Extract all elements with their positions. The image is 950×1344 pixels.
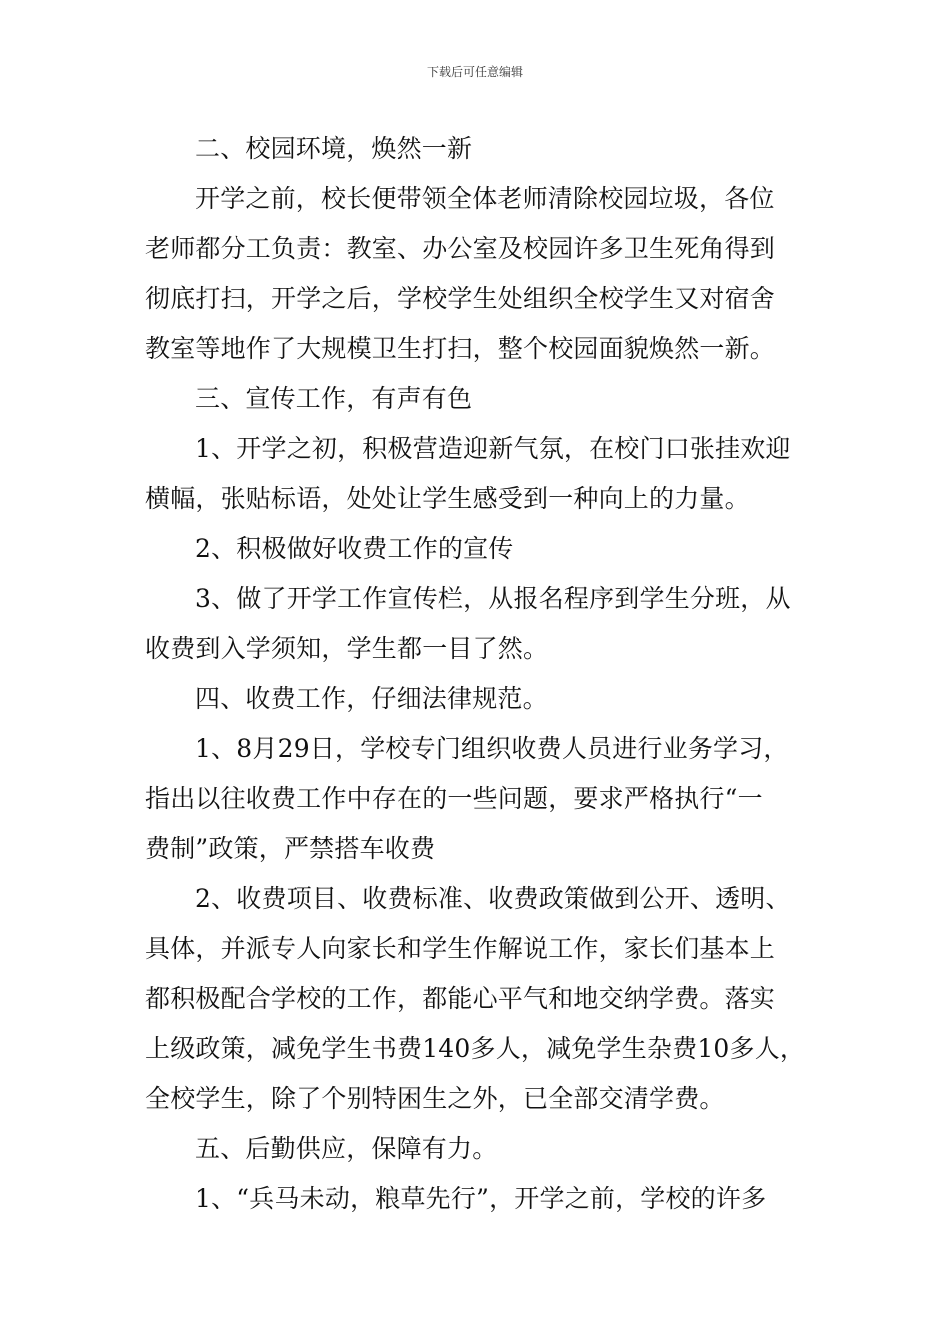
- paragraph-line: 1、开学之初，积极营造迎新气氛，在校门口张挂欢迎: [195, 434, 791, 463]
- paragraph-line: 都积极配合学校的工作，都能心平气和地交纳学费。落实: [145, 984, 776, 1013]
- paragraph-line: 3、做了开学工作宣传栏，从报名程序到学生分班，从: [195, 584, 791, 613]
- section-heading-logistics: 五、后勤供应，保障有力。: [195, 1134, 498, 1163]
- paragraph-line: 教室等地作了大规模卫生打扫，整个校园面貌焕然一新。: [145, 334, 776, 363]
- paragraph-line: 老师都分工负责：教室、办公室及校园许多卫生死角得到: [145, 234, 776, 263]
- paragraph-line: 指出以往收费工作中存在的一些问题，要求严格执行“一: [145, 784, 763, 813]
- section-heading-campus-environment: 二、校园环境，焕然一新: [195, 134, 473, 163]
- paragraph-line: 1、8月29日，学校专门组织收费人员进行业务学习，: [195, 734, 789, 763]
- document-body: [145, 124, 825, 1224]
- section-heading-fees: 四、收费工作，仔细法律规范。: [195, 684, 548, 713]
- paragraph-line: 2、收费项目、收费标准、收费政策做到公开、透明、: [195, 884, 791, 913]
- paragraph-line: 彻底打扫，开学之后，学校学生处组织全校学生又对宿舍: [145, 284, 776, 313]
- paragraph-line: 上级政策，减免学生书费140多人，减免学生杂费10多人，: [145, 1034, 806, 1063]
- paragraph-line: 开学之前，校长便带领全体老师清除校园垃圾，各位: [195, 184, 775, 213]
- paragraph-line: 收费到入学须知，学生都一目了然。: [145, 634, 549, 663]
- paragraph-line: 费制”政策，严禁搭车收费: [145, 834, 436, 863]
- page-header: 下载后可任意编辑: [426, 65, 523, 79]
- paragraph-line: 具体，并派专人向家长和学生作解说工作，家长们基本上: [145, 934, 776, 963]
- paragraph-line: 1、“兵马未动，粮草先行”，开学之前，学校的许多: [195, 1184, 767, 1213]
- paragraph-line: 横幅，张贴标语，处处让学生感受到一种向上的力量。: [145, 484, 750, 513]
- section-heading-publicity: 三、宣传工作，有声有色: [195, 384, 473, 413]
- paragraph-line: 2、积极做好收费工作的宣传: [195, 534, 514, 563]
- paragraph-line: 全校学生，除了个别特困生之外，已全部交清学费。: [145, 1084, 725, 1113]
